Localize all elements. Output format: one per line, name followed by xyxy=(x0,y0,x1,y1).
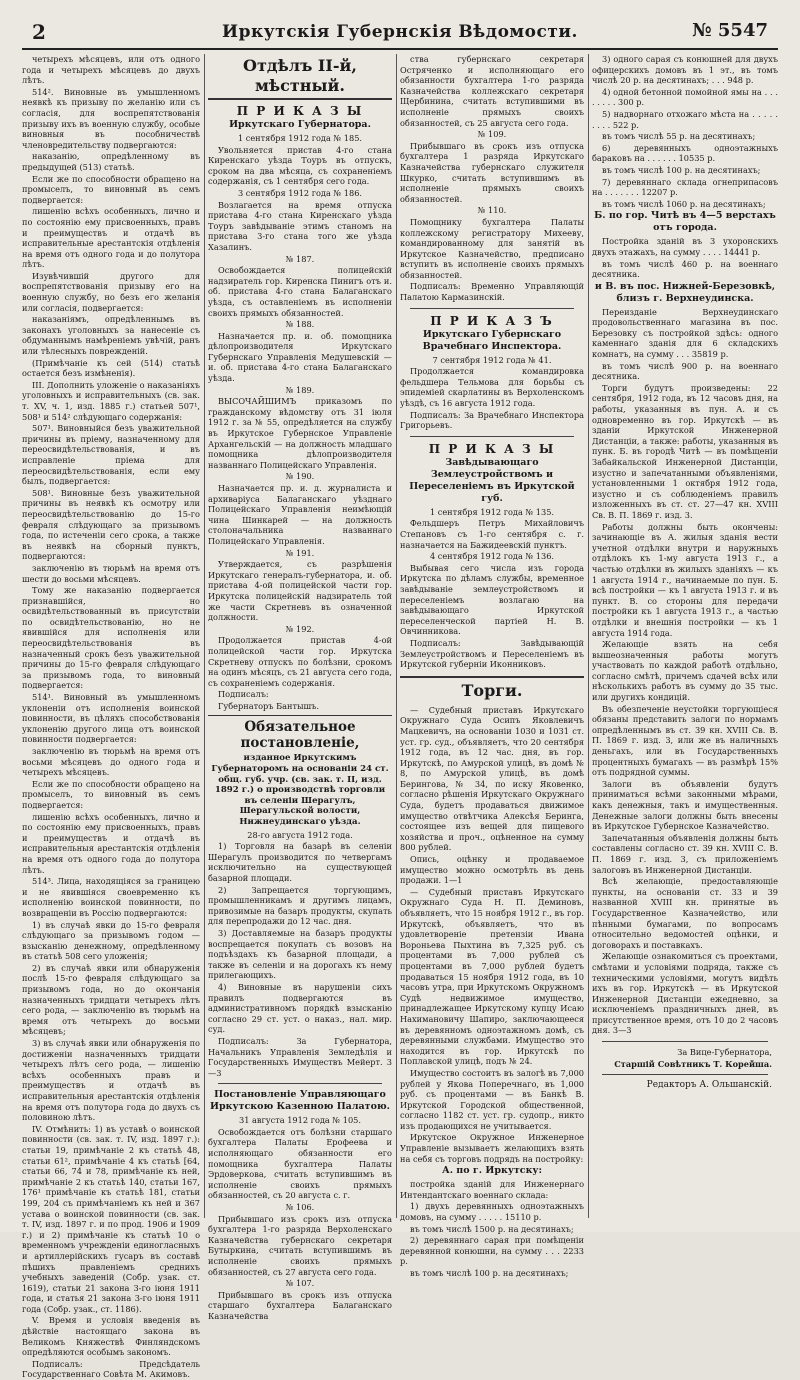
paragraph: № 110. xyxy=(477,205,507,216)
column-1 xyxy=(22,54,200,1380)
paragraph: наказанію, опредѣленному въ предыдущей (513) статьѣ. xyxy=(22,151,200,172)
paragraph: въ томъ числѣ 100 р. на десятинахъ; xyxy=(602,164,761,175)
paragraph: № 192. xyxy=(285,623,315,634)
paragraph: Возлагается на время отпуска пристава 4-го стана Киренскаго уѣзда Тоуръ завѣдываніе этимъ станомъ на пристава 3-го стана того же уѣзда Хазалинъ. xyxy=(208,199,392,252)
paragraph: Если же по способности обращено на промыселъ, то виновный въ семъ подвергается: xyxy=(22,778,200,810)
paragraph: Иркутское Окружное Инженерное Управленіе вызываетъ желающихъ взять на себя съ торговъ подрядъ на постройку: xyxy=(400,1132,584,1164)
column-3 xyxy=(400,54,585,1278)
divider xyxy=(602,1041,768,1042)
paragraph: Назначается пр. и. д. журналиста и архиваріуса Балаганскаго уѣзднаго Полицейскаго Управленія неимѣющій чина Шинкарей — на должность столоначальника названнаго Полицейскаго Управленія. xyxy=(208,483,392,546)
column-4 xyxy=(592,54,778,1218)
paragraph: Продолжается командировка фельдшера Тельмова для борьбы съ эпидеміей скарлатины въ Верхоленскомъ уѣздѣ, съ 16 августа 1912 года. xyxy=(400,366,584,409)
paragraph: въ томъ числѣ 55 р. на десятинахъ; xyxy=(602,131,756,142)
land-orders xyxy=(400,507,584,670)
chita-works xyxy=(592,236,778,279)
paragraph: № 109. xyxy=(477,129,507,140)
paragraph: 1 сентября 1912 года № 185. xyxy=(237,133,363,143)
paragraph: Торги будутъ произведены: 22 сентября, 1912 года, въ 12 часовъ дня, на работы, указанныя въ пун. А. и съ одновременно въ гор. Иркутскѣ — въ зданіи Иркутской Инженерной Дистанціи, а также: работы, указанныя въ пунк. Б. въ городѣ Читѣ — въ помѣщеніи Забайкальской Инженерной Дистанціи, изустно и запечатанными объявленіями, установленными 1 октября 1912 года, изустно и съ соблюденіемъ правилъ изложенныхъ въ ст. ст. 27—47 кн. XVIII Св. В. П. 1869 г. изд. 3. xyxy=(592,382,778,520)
berezovka-heading: и В. въ пос. Нижней-Березовкѣ, близъ г. Верхнеудинска. xyxy=(594,280,776,304)
paragraph: Фельдшеръ Петръ Михайловичъ Степановъ съ 1-го сентября с. г. назначается на Бажидеевскій пунктъ. xyxy=(400,518,584,550)
paragraph: Утверждается, съ разрѣшенія Иркутскаго генералъ-губернатора, и. об. пристава 4-ой полицейской части гор. Иркутска полицейскій надзиратель той же части Скретневъ въ означенной должности. xyxy=(208,559,392,623)
paragraph: 1) въ случаѣ явки до 15-го февраля слѣдующаго за призывомъ годом — взысканію денежному, опредѣленному въ статьѣ 508 сего уложенія; xyxy=(22,919,200,962)
paragraph: 3) одного сарая съ конюшней для двухъ офицерскихъ домовъ въ 1 эт., въ томъ числѣ 20 р. на десятинахъ; . . . 948 р. xyxy=(592,54,778,86)
paragraph: Имущество состоитъ въ залогѣ въ 7,000 рублей у Якова Поперечнаго, въ 1,000 руб. съ процентами — въ Банкѣ В. Иркутской Городской общественной, согласно 1182 ст. уст. гр. судопр., никто изъ продающихся не учитывается. xyxy=(400,1067,584,1131)
paragraph: постройка зданій для Инженернаго Интендантскаго военнаго склада: xyxy=(400,1179,584,1200)
section-title: Отдѣлъ II-й, мѣстный. xyxy=(208,56,392,100)
paragraph: 7 сентября 1912 года № 41. xyxy=(432,354,552,365)
paragraph: ства губернскаго секретаря Остряченко и исполняющаго его обязанности бухгалтера 1-го разряда Казначейства коллежскаго секретаря Щербинина, считать вступившими въ исполненіе прямыхъ своихъ обязанностей, съ 25 августа сего года. xyxy=(400,54,584,128)
paragraph: 1) Торговля на базарѣ въ селеніи Шерагулъ производится по четвергамъ исключительно на существующей базарной площади. xyxy=(208,841,392,883)
paragraph: Подписалъ: За Губернатора, Начальникъ Управленія Земледѣлія и Государственныхъ Имуществъ Мейерт. 3—3 xyxy=(208,1035,392,1078)
paragraph: Подписалъ: Завѣдывающій Землеустройствомъ и Переселеніемъ въ Иркутской губерніи Иконниковъ. xyxy=(400,637,584,670)
paragraph: Подписалъ: Предсѣдатель Государственнаго Совѣта М. Акимовъ. xyxy=(22,1358,200,1380)
paragraph: 514¹. Виновный въ умышленномъ уклоненіи отъ исполненія воинской повинности, въ цѣляхъ способствованія уклоненію другого лица отъ воинской повинности подвергается: xyxy=(22,692,200,745)
paragraph: Помощнику бухгалтера Палаты коллежскому регистратору Михееву, командированному для занятій въ Иркутское Казначейство, предписано вступить въ исполненіе своихъ прямыхъ обязанностей. xyxy=(400,216,584,280)
paragraph: Опись, оцѣнку и продаваемое имущество можно осмотрѣть въ день продажи. 1—1 xyxy=(400,854,584,886)
decree-subheading: изданное Иркутскимъ Губернаторомъ на основаніи 24 ст. общ. губ. учр. (св. зак. т. II, изд. 1892 г.) о производствѣ торговли въ селеніи Шерагулъ, Шерагульской волости, Нижнеудинскаго уѣзда. xyxy=(211,753,389,828)
decree-heading: Обязательное постановленіе, xyxy=(208,715,392,751)
irkutsk-heading: А. по г. Иркутску: xyxy=(441,1165,543,1177)
paragraph: Подписалъ: Временно Управляющій Палатою Кармазинскій. xyxy=(400,281,584,303)
paragraph: Подписалъ: За Врачебнаго Инспектора Григорьевъ. xyxy=(400,409,584,431)
paragraph: Подписалъ: xyxy=(218,689,269,700)
paragraph: № 107. xyxy=(285,1278,315,1289)
paragraph: въ томъ числѣ 1500 р. на десятинахъ; xyxy=(410,1223,574,1234)
paragraph: Желающіе ознакомиться съ проектами, смѣтами и условіями подряда, также съ техническими условіями, могутъ видѣть ихъ въ гор. Иркутскѣ — въ Иркутской Инженерной Дистанціи ежедневно, за исключеніемъ праздничныхъ дней, въ присутственное время, отъ 10 до 2 часовъ дня. 3—3 xyxy=(592,951,778,1036)
divider xyxy=(602,1074,768,1075)
paragraph: 2) въ случаѣ явки или обнаруженія послѣ 15-го февраля слѣдующаго за призывомъ года, но до окончанія назначенныхъ тридцати четырехъ лѣтъ сего рода, — заключенію въ тюрьмѣ на время отъ четырехъ до восьми мѣсяцевъ; xyxy=(22,962,200,1037)
paragraph: № 190. xyxy=(285,471,315,482)
paragraph: 1 сентября 1912 года № 135. xyxy=(429,506,555,517)
paragraph: Залоги въ объявленіи будутъ приниматься всѣми законными мѣрами, какъ денежныя, такъ и имущественныя. Денежные залоги должны быть внесены въ Иркутское Губернское Казначейство. xyxy=(592,778,778,832)
paragraph: 7) деревяннаго склада огнеприпасовъ на . . . . . . . 12207 р. xyxy=(592,176,778,198)
paragraph: Освобождается полицейскій надзиратель гор. Киренска Пинигъ отъ и. об. пристава 4-го стана Балаганскаго уѣзда, съ оставленіемъ въ исполненіи своихъ прямыхъ обязанностей. xyxy=(208,265,392,318)
land-orders-heading: П Р И К А З Ы xyxy=(428,441,556,456)
paragraph: въ томъ числѣ 460 р. на военнаго десятника. xyxy=(592,258,778,280)
paragraph: Губернаторъ Бантышъ. xyxy=(218,700,319,711)
paragraph: Прибывшаго въ срокъ изъ отпуска старшаго бухгалтера Балаганскаго Казначейства xyxy=(208,1289,392,1321)
paragraph: въ томъ числѣ 100 р. на десятинахъ; xyxy=(410,1268,569,1278)
paragraph: № 191. xyxy=(285,547,315,558)
paragraph: Продолжается пристав 4-ой полицейской части гор. Иркутска Скретневу отпускъ по болѣзни, срокомъ на одинъ мѣсяцъ, съ 21 августа сего года, съ сохраненіемъ содержанія. xyxy=(208,635,392,688)
paragraph: 4 сентября 1912 года № 136. xyxy=(429,551,555,562)
paragraph: Увольняется пристав 4-го стана Киренскаго уѣзда Тоуръ въ отпускъ, сроком на два мѣсяца, съ сохраненіемъ содержанія, съ 1 сентября сего года. xyxy=(208,144,392,187)
paragraph: заключенію въ тюрьмѣ на время отъ шести до восьми мѣсяцевъ. xyxy=(22,562,200,584)
divider xyxy=(410,436,574,437)
paragraph: Назначается пр. и. об. помощника дѣлопроизводителя Иркутскаго Губернскаго Управленія Медушевскій — и. об. пристава 4-го стана Балаганскаго уѣзда. xyxy=(208,330,392,384)
paragraph: 2) деревяннаго сарая при помѣщеніи деревянной конюшни, на сумму . . . 2233 р. xyxy=(400,1235,584,1267)
paragraph: 508¹. Виновные безъ уважительной причины въ неявкѣ къ осмотру или переосвидѣтельствованію до 15-го февраля слѣдующаго за призывомъ года, по истеченіи сего срока, а также въ неявкѣ на сборный пунктъ, подвергаются: xyxy=(22,487,200,562)
paragraph: Всѣ желающіе, предоставляющіе пункты, на основаніи ст. 33 и 39 названной XVIII кн. принятые въ Государственное Казначейство, или пѣнными бумагами, по вопросамъ относительно ведомостей оцѣнки, и договорахъ и поставкахъ. xyxy=(592,876,778,950)
signature-line-2: Старшій Совѣтникъ Т. Корейша. xyxy=(614,1058,772,1069)
paragraph: 507¹. Виновныйся безъ уважительной причины въ пріему, назначенному для переосвидѣтельствованія, и въ исправленіе пріема для переосвидѣтельствованія, если ему былъ, подвергается: xyxy=(22,423,200,487)
orders-heading: П Р И К А З Ы xyxy=(236,104,364,118)
orders-subheading: Иркутскаго Губернатора. xyxy=(229,119,371,130)
paragraph: наказаніямъ, опредѣленнымъ въ законахъ уголовныхъ за нанесеніе съ обдуманнымъ намѣреніемъ увѣчій, ранъ или тѣлесныхъ поврежденій. xyxy=(22,314,200,357)
paragraph: 3) Доставляемые на базаръ продукты воспрещается покупать съ возовъ на подъѣздахъ къ базарной площади, а также въ селеніи и на дорогахъ къ нему прилегающихъ. xyxy=(208,927,392,981)
paragraph: № 187. xyxy=(285,253,315,264)
paragraph: 31 августа 1912 года № 105. xyxy=(239,1115,361,1126)
paragraph: Выбывая сего числа изъ города Иркутска по дѣламъ службы, временное завѣдываніе землеустройствомъ и переселеніемъ возлагаю на завѣдывающаго Иркутской переселенческой партіей Н. В. Овчинникова. xyxy=(400,562,584,637)
column-divider xyxy=(588,54,589,1218)
paragraph: 2) Запрещается торгующимъ, промышленникамъ и другимъ лицамъ, привозимые на базаръ продукты, скупать для перепродажи до 12 час. дня. xyxy=(208,884,392,927)
auctions-body xyxy=(400,705,584,1165)
land-orders-subheading: Завѣдывающаго Землеустройствомъ и Переселеніемъ въ Иркутской губ. xyxy=(409,456,575,504)
decree-date: 28-го августа 1912 года. xyxy=(247,829,353,840)
auctions-heading: Торги. xyxy=(400,676,584,701)
paragraph: — Судебный приставъ Иркутскаго Окружнаго Суда Осипъ Яковлевичъ Мацкевичъ, на основаніи 1030 и 1031 ст. уст. гр. суд., объявляетъ, что 20 сентября 1912 года, въ 12 час. дня, въ гор. Иркутскѣ, по Амурской улицѣ, въ домѣ № 8, по Амурской улицѣ, въ домѣ Берингова, № 34, по иску Яковенко, согласно рѣшенія Иркутскаго Окружнаго Суда, будетъ продаваться движимое имущество отвѣтчика Алексѣя Беринга, состоящее изъ вещей для пищевого хозяйства и проч., оцѣненное на сумму 800 рублей. xyxy=(400,704,584,853)
paragraph: (Примѣчаніе къ сей (514) статьѣ остается безъ измѣненія). xyxy=(22,357,200,379)
paragraph: 4) Виновные въ нарушеніи сихъ правилъ подвергаются въ административномъ порядкѣ взысканію согласно 29 ст. уст. о наказ., нал. мир. суд. xyxy=(208,981,392,1035)
paragraph: 514³. Лица, находящіяся за границею и не явившіяся своевременно къ исполненію воинской повинности, по возвращеніи въ Россію подвергаются: xyxy=(22,876,200,918)
treasury-heading: Постановленіе Управляющаго Иркутскою Казенною Палатою. xyxy=(210,1089,390,1113)
governor-orders xyxy=(208,133,392,711)
paragraph: Прибывшаго въ срокъ изъ отпуска бухгалтера 1 разряда Иркутскаго Казначейства губернскаго служителя Шкурко, считать вступившимъ въ исполненіе прямыхъ своихъ обязанностей. xyxy=(400,140,584,204)
paragraph: Въ обезпеченіе неустойки торгующіеся обязаны представить залоги по нормамъ опредѣленнымъ въ ст. 39 кн. XVIII Св. В. П. 1869 г. изд. 3, или же въ наличныхъ деньгахъ, или въ Государственныхъ процентныхъ бумагахъ — въ размѣрѣ 15% отъ подрядной суммы. xyxy=(592,703,778,778)
paragraph: четырехъ мѣсяцевъ, или отъ одного года и четырехъ мѣсяцевъ до двухъ лѣтъ. xyxy=(22,54,200,86)
paragraph: ВЫСОЧАЙШИМЪ приказомъ по гражданскому вѣдомству отъ 31 іюля 1912 г. за № 55, опредѣляется на службу въ Иркутское Губернское Управленіе Архангельскій — на должность младшаго помощника дѣлопроизводителя названнаго Полицейскаго Управленія. xyxy=(208,396,392,470)
paragraph: 4) одной бетонной помойной ямы на . . . . . . . . 300 р. xyxy=(592,86,778,108)
paragraph: 3 сентября 1912 года № 186. xyxy=(237,187,363,198)
works-list xyxy=(592,54,778,209)
medical-orders xyxy=(400,355,584,431)
paragraph: Запечатанныя объявленія должны быть составлены согласно ст. 39 кн. XVIII С. В. П. 1869 г. изд. 3, съ приложеніемъ залоговъ въ Инженерной Дистанціи. xyxy=(592,832,778,875)
signature-line-1: За Вице-Губернатора, xyxy=(677,1047,772,1058)
paragraph: V. Время и условія введенія въ дѣйствіе настоящаго закона въ Великомъ Княжествѣ Финляндскомъ опредѣляются особымъ закономъ. xyxy=(22,1315,200,1358)
paragraph: № 189. xyxy=(285,384,315,395)
paragraph: Прибывшаго изъ срокъ изъ отпуска бухгалтера 1-го разряда Верхоленскаго Казначейства губернскаго секретаря Бутыркина, считать вступившимъ въ исполненіе своихъ прямыхъ обязанностей, съ 27 августа сего года. xyxy=(208,1213,392,1277)
divider xyxy=(218,1083,382,1084)
columns xyxy=(22,54,778,1380)
column-2 xyxy=(208,54,392,1321)
medical-orders-heading: П Р И К А З Ъ xyxy=(430,313,554,328)
treasury-orders xyxy=(208,1115,392,1321)
masthead xyxy=(22,14,778,50)
paragraph: Работы должны быть окончены: зачинающіе въ А. жилыя зданія вести учетной отдѣлки внутри и наружныхъ отдѣлокъ къ 1-му августа 1913 г., а частью отдѣлки въ жилыхъ зданіяхъ — къ 1 августа 1914 г., начинаемые по пун. Б. всѣ постройки — къ 1 августа 1913 г. и въ пункт. В. со стороны для передачи постройки къ 1 августа 1913 г., а частью отдѣлки и внешнія постройки — къ 1 августа 1914 года. xyxy=(592,521,778,638)
paragraph: 3) въ случаѣ явки или обнаруженія по достиженіи назначенныхъ тридцати четырехъ лѣтъ сего рода, — лишенію всѣхъ особенныхъ правъ и преимуществъ и отдачѣ въ исправительныя арестантскія отдѣленія на время отъ полутора года до двухъ съ половиною лѣтъ. xyxy=(22,1038,200,1123)
paragraph: въ томъ числѣ 900 р. на военнаго десятника. xyxy=(592,360,778,382)
paragraph: — Судебный приставъ Иркутскаго Окружнаго Суда Н. П. Деминовъ, объявляетъ, что 15 ноября 1912 г., въ гор. Иркутскѣ, объявляетъ, что въ удовлетвореніе претензіи Ивана Вороньева Пыхтина въ 7,325 руб. съ процентами въ 7,000 рублей съ процентами въ 7,000 рублей будетъ продаваться 15 ноября 1912 года, въ 10 часовъ утра, при Иркутскомъ Окружномъ Судѣ недвижимое имущество, принадлежащее Иркутскому купцу Исаю Нахимановичу Шапиро, заключающееся въ деревянномъ одноэтажномъ домѣ, съ деревянными службами. Имущество это находится въ гор. Иркутскѣ по Поплавской улицѣ, подъ № 24. xyxy=(400,886,585,1067)
paragraph: 6) деревянныхъ одноэтажныхъ бараковъ на . . . . . . 10535 р. xyxy=(592,142,778,164)
paragraph: IV. Отмѣнить: 1) въ уставѣ о воинской повинности (св. зак. т. IV, изд. 1897 г.): статьи 19, примѣчаніе 2 къ статьѣ 48, статьи 61², примѣчаніе 4 къ статьѣ [64, статьи 66, 74 и 78, примѣчаніе къ ней, примѣчаніе 2 къ статьѣ 140, статьи 167, 176¹ примѣчаніе къ статьѣ 181, статьи 199, 204 съ примѣчаніемъ къ ней и 367 устава о воинской повинности (св. зак. т. IV, изд. 1897 г. и по прод. 1906 и 1909 г.) и 2) примѣчаніе къ статьѣ 10 о временномъ учрежденіи единогласныхъ и артиллерійскихъ гусаръ въ составѣ пѣшихъ правленіемъ среднихъ учебныхъ заведеній (Собр. узак. ст. 1619), статьи 21 закона 3-го іюня 1911 года, и статья 21 закона 3-го іюня 1911 года (Собр. узак., ст. 1186). xyxy=(22,1123,200,1314)
treasury-orders-cont xyxy=(400,54,584,303)
paragraph: Освобождается отъ болѣзни старшаго бухгалтера Палаты Ерофеева и исполняющаго обязанности его помощника бухгалтера Палаты Эрдоверкова, считать вступившимъ въ исполненіе своихъ прямыхъ обязанностей, съ 20 августа с. г. xyxy=(208,1126,392,1201)
paragraph: III. Дополнить уложеніе о наказаніяхъ уголовныхъ и исправительныхъ (св. зак. т. XV, ч. 1, изд. 1885 г.) статьей 507¹, 508¹ и 514² слѣдующаго содержанія: xyxy=(22,379,200,422)
paragraph: 1) двухъ деревянныхъ одноэтажныхъ домовъ, на сумму . . . . . 15110 р. xyxy=(400,1201,584,1223)
auction-terms xyxy=(592,876,778,1036)
paragraph: Постройка зданій въ 3 ухоронскихъ двухъ этажахъ, на сумму . . . . 14441 р. xyxy=(592,236,778,257)
paragraph: Переизданіе Верхнеудинскаго продовольственнаго магазина въ пос. Березовку съ постройкой здѣсь: одного каменнаго зданія для 6 складскихъ комнатъ, на сумму . . . 35819 р. xyxy=(592,306,778,360)
paragraph: заключенію въ тюрьмѣ на время отъ восьми мѣсяцевъ до одного года и четырехъ мѣсяцевъ. xyxy=(22,746,200,778)
irkutsk-works xyxy=(400,1179,584,1278)
column-divider xyxy=(396,54,397,1218)
newspaper-title: Иркутскія Губернскія Вѣдомости. xyxy=(222,22,578,42)
chita-heading: Б. по гор. Читѣ въ 4—5 верстахъ отъ города. xyxy=(594,210,776,234)
paragraph: 514². Виновные въ умышленномъ неявкѣ къ призыву по желанію или съ согласія, для воспрепятствованія призыву ихъ въ военную службу, особые виновныя въ пособничествѣ членовредительству подвергаются: xyxy=(22,86,200,150)
medical-orders-subheading: Иркутскаго Губернскаго Врачебнаго Инспектора. xyxy=(422,328,562,352)
issue-number: № 5547 xyxy=(692,20,768,41)
paragraph: 5) надворнаго отхожаго мѣста на . . . . . . . . . 522 р. xyxy=(592,108,778,130)
berezovka-works xyxy=(592,307,778,875)
paragraph: лишенію всѣхъ особенныхъ, лично и по состоянію ему присвоенныхъ, правъ и преимуществъ и отдачѣ въ исправительныя арестантскія отдѣленія на время отъ одного года до полутора лѣтъ. xyxy=(22,811,200,875)
page-number: 2 xyxy=(32,20,46,44)
editor-line: Редакторъ А. Ольшанскій. xyxy=(646,1080,772,1091)
paragraph: въ томъ числѣ 1060 р. на десятинахъ; xyxy=(602,198,766,209)
column-divider xyxy=(204,54,205,1218)
decree-body xyxy=(208,841,392,1078)
paragraph: Тому же наказанію подвергается признавшійся, но освидѣтельствованный въ присутствіи по освидѣтельствованію, но не явившійся для исполненія или переосвидѣтельствованія въ назначенный срокъ безъ уважительной причины до 15-го февраля слѣдующаго за призывомъ года, то виновный подвергается: xyxy=(22,585,200,691)
paragraph: Желающіе взять на себя вышеозначенныя работы могутъ участвовать по каждой работѣ отдѣльно, согласно смѣтѣ, причемъ сдачей всѣх или нѣсколькихъ работъ въ сумму до 35 тыс. или другихъ кондицій. xyxy=(592,639,778,703)
paragraph: лишенію всѣхъ особенныхъ, лично и по состоянію ему присвоенныхъ, правъ и преимуществъ и отдачѣ въ исправительные арестантскія отдѣленія на время отъ одного года и до полутора лѣтъ. xyxy=(22,206,200,270)
divider xyxy=(410,308,574,309)
paragraph: Изувѣчившій другого для воспрепятствованія призыву его на военную службу, но безъ его желанія или согласія, подвергается: xyxy=(22,270,200,313)
paragraph: № 106. xyxy=(285,1202,315,1213)
paragraph: № 188. xyxy=(285,319,315,330)
paragraph: Если же по способности обращено на промыселъ, то виновный въ семъ подвергается: xyxy=(22,173,200,205)
